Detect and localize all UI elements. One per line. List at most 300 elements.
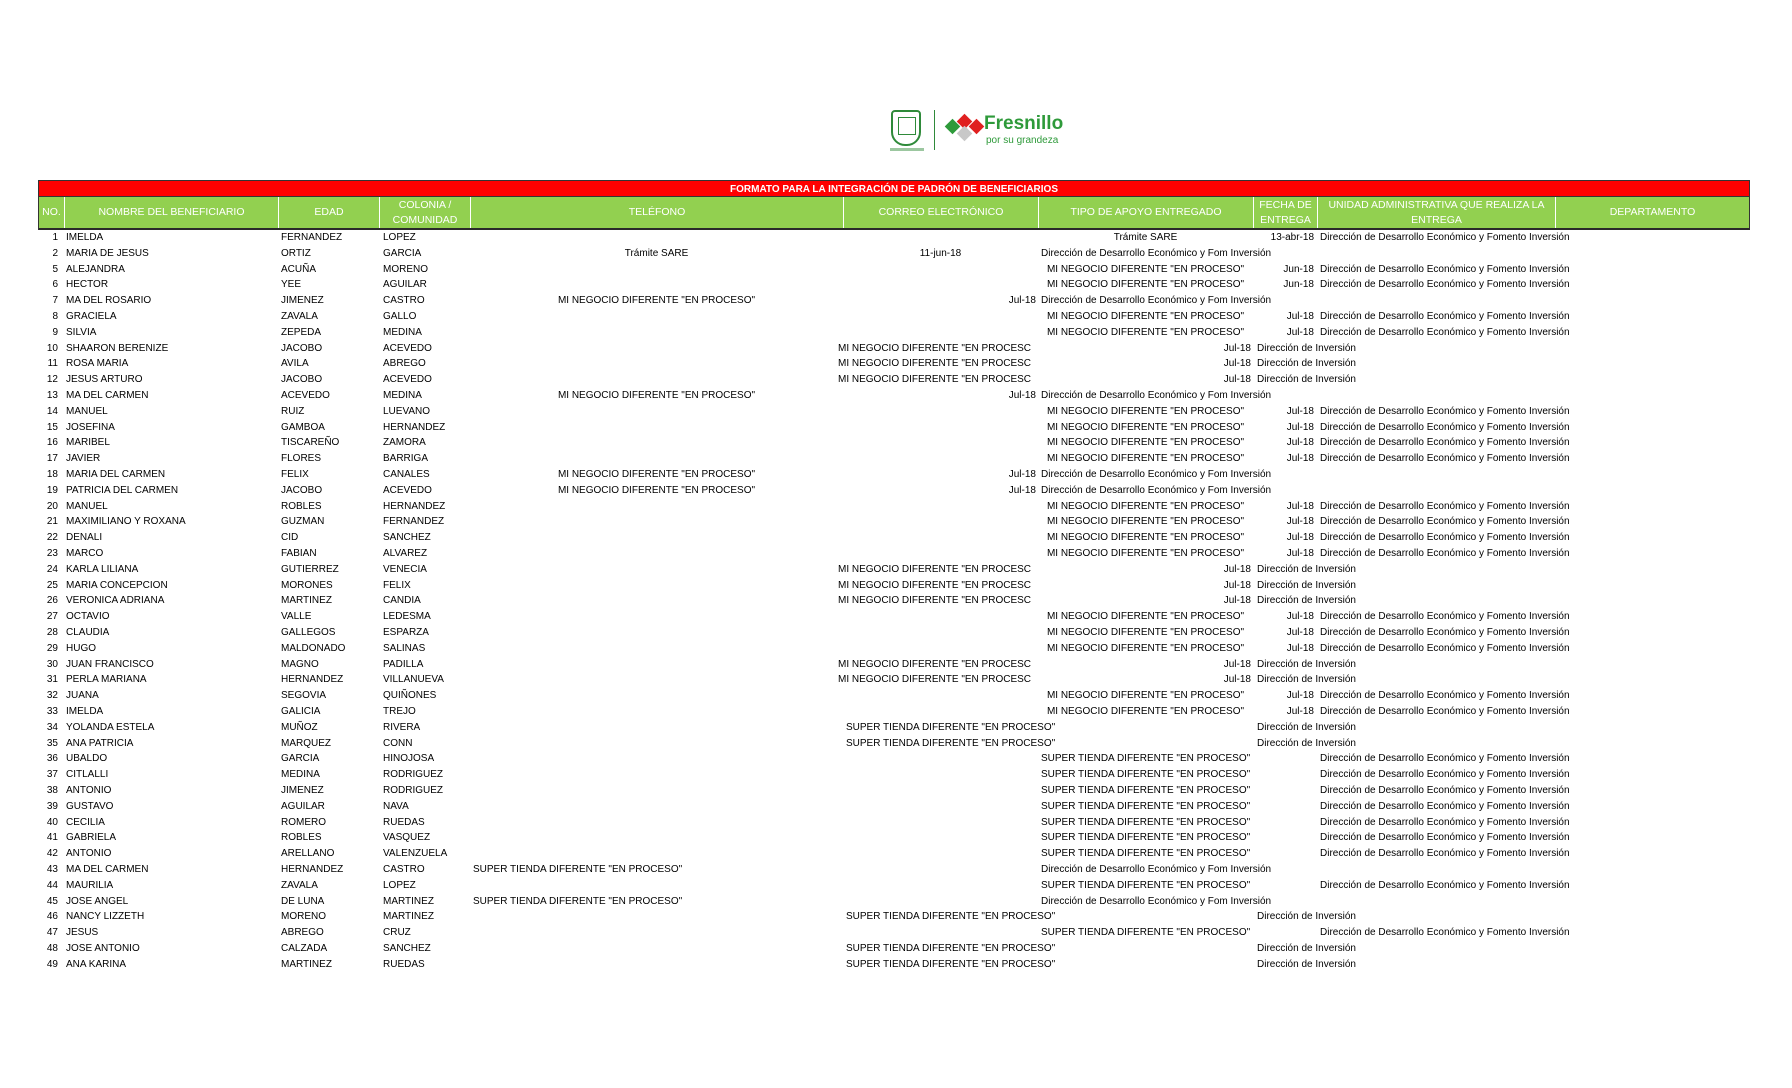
first-surname: FABIAN xyxy=(281,548,317,559)
first-surname: JACOBO xyxy=(281,374,323,386)
row-number: 11 xyxy=(47,358,58,370)
first-surname: MAGNO xyxy=(281,658,319,670)
header-correo: CORREO ELECTRÓNICO xyxy=(844,197,1039,228)
row-number: 49 xyxy=(46,958,58,970)
row-number: 25 xyxy=(46,579,58,591)
cell-fecha: Dirección de Inversión xyxy=(1257,674,1356,686)
cell-fecha: Dirección de Inversión xyxy=(1257,358,1356,370)
table-row xyxy=(0,372,1792,388)
table-row xyxy=(0,499,1792,515)
cell-uni: Dirección de Desarrollo Económico y Fomento Inversión xyxy=(1320,642,1570,654)
row-number: 38 xyxy=(46,785,58,796)
cell-tipo: SUPER TIENDA DIFERENTE "EN PROCESO" xyxy=(1041,769,1251,781)
row-number: 40 xyxy=(46,816,58,828)
cell-cor: MI NEGOCIO DIFERENTE "EN PROCESC xyxy=(838,342,1032,354)
cell-cor: SUPER TIENDA DIFERENTE "EN PROCESO" xyxy=(846,737,1056,749)
second-surname: CASTRO xyxy=(383,864,425,875)
table-row xyxy=(0,356,1792,372)
cell-uni: Dirección de Desarrollo Económico y Fomento Inversión xyxy=(1320,453,1570,465)
first-surname: ARELLANO xyxy=(281,848,335,860)
first-surname: MARQUEZ xyxy=(281,737,331,749)
cell-fecha: Dirección de Inversión xyxy=(1257,958,1356,970)
first-surname: JACOBO xyxy=(281,484,323,496)
cell-fecha: Jul-18 xyxy=(1286,326,1314,338)
beneficiary-name: JOSEFINA xyxy=(66,421,115,433)
second-surname: MEDINA xyxy=(383,326,422,338)
second-surname: CANDIA xyxy=(383,595,421,607)
row-number: 19 xyxy=(46,484,58,496)
beneficiary-name: MA DEL CARMEN xyxy=(66,390,149,401)
row-number: 16 xyxy=(46,437,58,449)
cell-uni: Dirección de Desarrollo Económico y Fomento Inversión xyxy=(1320,627,1570,638)
first-surname: RUIZ xyxy=(281,405,305,417)
cell-uni: Dirección de Desarrollo Económico y Fomento Inversión xyxy=(1320,848,1570,860)
row-number: 39 xyxy=(46,800,58,812)
cell-fecha: Jul-18 xyxy=(1286,642,1314,654)
first-surname: CID xyxy=(281,532,299,544)
table-row xyxy=(0,657,1792,673)
cell-cor: MI NEGOCIO DIFERENTE "EN PROCESC xyxy=(838,579,1032,591)
cell-tipo: SUPER TIENDA DIFERENTE "EN PROCESO" xyxy=(1041,832,1251,844)
row-number: 41 xyxy=(46,832,58,844)
cell-uni: Dirección de Desarrollo Económico y Fomento Inversión xyxy=(1320,800,1570,812)
cell-tipo: MI NEGOCIO DIFERENTE "EN PROCESO" xyxy=(1046,279,1245,291)
row-number: 30 xyxy=(46,658,58,670)
first-surname: ACUÑA xyxy=(281,263,317,275)
cell-uni: Dirección de Desarrollo Económico y Fomento Inversión xyxy=(1320,706,1570,717)
cell-uni: Dirección de Desarrollo Económico y Fomento Inversión xyxy=(1320,785,1570,796)
header-tipo: TIPO DE APOYO ENTREGADO xyxy=(1039,197,1254,228)
cell-fecha: Dirección de Inversión xyxy=(1257,911,1356,923)
cell-uni: Dirección de Desarrollo Económico y Fomento Inversión xyxy=(1320,232,1570,243)
cell-tipo: MI NEGOCIO DIFERENTE "EN PROCESO" xyxy=(1046,548,1245,559)
cell-tel: MI NEGOCIO DIFERENTE "EN PROCESO" xyxy=(557,295,756,307)
row-number: 29 xyxy=(46,642,58,654)
second-surname: LEDESMA xyxy=(383,611,431,623)
cell-uni: Dirección de Desarrollo Económico y Fomento Inversión xyxy=(1320,326,1570,338)
row-number: 46 xyxy=(46,911,58,923)
cell-fecha: Jul-18 xyxy=(1286,437,1314,449)
second-surname: VALENZUELA xyxy=(383,848,448,860)
beneficiary-name: GUSTAVO xyxy=(66,800,114,812)
beneficiary-name: KARLA LILIANA xyxy=(66,563,139,575)
beneficiary-name: MARIA DEL CARMEN xyxy=(66,469,166,480)
cell-fecha: Jul-18 xyxy=(1286,421,1314,433)
table-row xyxy=(0,957,1792,973)
cell-tipo: Dirección de Desarrollo Económico y Fom Inversión xyxy=(1041,864,1272,875)
table-row xyxy=(0,609,1792,625)
row-number: 15 xyxy=(46,421,58,433)
second-surname: NAVA xyxy=(383,800,409,812)
cell-tel: MI NEGOCIO DIFERENTE "EN PROCESO" xyxy=(557,390,756,401)
cell-cor: MI NEGOCIO DIFERENTE "EN PROCESC xyxy=(838,674,1032,686)
cell-tipo: Dirección de Desarrollo Económico y Fom Inversión xyxy=(1041,469,1272,480)
row-number: 33 xyxy=(46,706,58,717)
table-row xyxy=(0,230,1792,246)
cell-tipo: MI NEGOCIO DIFERENTE "EN PROCESO" xyxy=(1046,706,1245,717)
cell-tipo: SUPER TIENDA DIFERENTE "EN PROCESO" xyxy=(1041,753,1251,765)
beneficiary-name: SILVIA xyxy=(66,326,97,338)
cell-tipo: Dirección de Desarrollo Económico y Fom Inversión xyxy=(1041,484,1272,496)
beneficiary-name: HUGO xyxy=(66,642,96,654)
first-surname: MARTINEZ xyxy=(281,595,332,607)
table-row xyxy=(0,514,1792,530)
second-surname: SALINAS xyxy=(383,642,426,654)
second-surname: LOPEZ xyxy=(383,879,416,891)
cell-tipo: MI NEGOCIO DIFERENTE "EN PROCESO" xyxy=(1046,500,1245,512)
header-no: NO. xyxy=(39,197,65,228)
first-surname: GUTIERREZ xyxy=(281,563,339,575)
table-row xyxy=(0,435,1792,451)
row-number: 5 xyxy=(52,263,58,275)
row-number: 10 xyxy=(46,342,58,354)
row-number: 45 xyxy=(46,895,58,907)
beneficiary-name: JUANA xyxy=(66,690,99,702)
cell-fecha: Jun-18 xyxy=(1283,263,1314,275)
cell-tel: Trámite SARE xyxy=(624,247,689,259)
beneficiary-name: IMELDA xyxy=(66,706,104,717)
beneficiary-name: ANTONIO xyxy=(66,785,112,796)
row-number: 21 xyxy=(46,516,58,528)
beneficiary-name: IMELDA xyxy=(66,232,104,243)
cell-fecha: Jul-18 xyxy=(1286,627,1314,638)
cell-uni: Dirección de Desarrollo Económico y Fomento Inversión xyxy=(1320,405,1570,417)
cell-fecha: Dirección de Inversión xyxy=(1257,374,1356,386)
second-surname: MARTINEZ xyxy=(383,895,434,907)
row-number: 48 xyxy=(46,943,58,954)
cell-tel: MI NEGOCIO DIFERENTE "EN PROCESO" xyxy=(557,484,756,496)
beneficiary-name: MANUEL xyxy=(66,405,108,417)
beneficiary-name: MANUEL xyxy=(66,500,108,512)
second-surname: ESPARZA xyxy=(383,627,429,638)
first-surname: SEGOVIA xyxy=(281,690,327,702)
row-number: 47 xyxy=(46,927,58,939)
row-number: 22 xyxy=(46,532,58,544)
beneficiary-name: SHAARON BERENIZE xyxy=(66,342,169,354)
second-surname: VASQUEZ xyxy=(383,832,431,844)
table-row xyxy=(0,578,1792,594)
table-row xyxy=(0,672,1792,688)
cell-cor: Jul-18 xyxy=(1008,390,1036,401)
first-surname: ROMERO xyxy=(281,816,326,828)
cell-fecha: Jul-18 xyxy=(1286,532,1314,544)
cell-tipo: Jul-18 xyxy=(1223,674,1251,686)
table-row xyxy=(0,751,1792,767)
cell-uni: Dirección de Desarrollo Económico y Fomento Inversión xyxy=(1320,421,1570,433)
second-surname: FERNANDEZ xyxy=(383,516,445,528)
first-surname: MORENO xyxy=(281,911,326,923)
cell-fecha: Dirección de Inversión xyxy=(1257,658,1356,670)
first-surname: CALZADA xyxy=(281,943,328,954)
row-number: 20 xyxy=(46,500,58,512)
table-row xyxy=(0,467,1792,483)
beneficiary-name: ALEJANDRA xyxy=(66,263,125,275)
second-surname: CASTRO xyxy=(383,295,425,307)
first-surname: ZAVALA xyxy=(281,879,318,891)
cell-cor: SUPER TIENDA DIFERENTE "EN PROCESO" xyxy=(846,911,1056,923)
beneficiary-name: MARCO xyxy=(66,548,104,559)
table-row xyxy=(0,562,1792,578)
cell-tipo: Dirección de Desarrollo Económico y Fom Inversión xyxy=(1041,390,1272,401)
cell-uni: Dirección de Desarrollo Económico y Fomento Inversión xyxy=(1320,832,1570,844)
cell-fecha: Dirección de Inversión xyxy=(1257,579,1356,591)
beneficiary-name: HECTOR xyxy=(66,279,109,291)
first-surname: TISCAREÑO xyxy=(281,437,340,449)
table-row xyxy=(0,341,1792,357)
table-row xyxy=(0,846,1792,862)
cell-tipo: MI NEGOCIO DIFERENTE "EN PROCESO" xyxy=(1046,611,1245,623)
row-number: 31 xyxy=(46,674,58,686)
cell-cor: SUPER TIENDA DIFERENTE "EN PROCESO" xyxy=(846,721,1056,733)
first-surname: GALICIA xyxy=(281,706,321,717)
cell-fecha: Dirección de Inversión xyxy=(1257,563,1356,575)
cell-tipo: SUPER TIENDA DIFERENTE "EN PROCESO" xyxy=(1041,785,1251,796)
first-surname: ROBLES xyxy=(281,500,322,512)
header-telefono: TELÉFONO xyxy=(471,197,844,228)
beneficiaries-table xyxy=(38,180,1750,230)
first-surname: ORTIZ xyxy=(281,247,311,259)
cell-fecha: Jul-18 xyxy=(1286,548,1314,559)
header-colonia: COLONIA / COMUNIDAD xyxy=(380,197,471,228)
row-number: 13 xyxy=(46,390,58,401)
beneficiary-name: OCTAVIO xyxy=(66,611,110,623)
table-row xyxy=(0,720,1792,736)
cell-fecha: Jul-18 xyxy=(1286,706,1314,717)
second-surname: CRUZ xyxy=(383,927,411,939)
cell-cor: 11-jun-18 xyxy=(919,247,962,259)
coat-of-arms-icon xyxy=(891,110,921,146)
beneficiary-name: DENALI xyxy=(66,532,103,544)
header-unidad: UNIDAD ADMINISTRATIVA QUE REALIZA LA ENTREGA xyxy=(1318,197,1556,228)
municipal-logo xyxy=(888,108,1068,156)
beneficiary-name: UBALDO xyxy=(66,753,108,765)
cell-tipo: MI NEGOCIO DIFERENTE "EN PROCESO" xyxy=(1046,405,1245,417)
cell-cor: MI NEGOCIO DIFERENTE "EN PROCESC xyxy=(838,358,1032,370)
second-surname: QUIÑONES xyxy=(383,690,437,702)
table-row xyxy=(0,767,1792,783)
cell-fecha: Jul-18 xyxy=(1286,311,1314,322)
first-surname: GUZMAN xyxy=(281,516,325,528)
cell-tipo: Trámite SARE xyxy=(1113,232,1178,243)
cell-uni: Dirección de Desarrollo Económico y Fomento Inversión xyxy=(1320,690,1570,702)
row-number: 24 xyxy=(46,563,58,575)
cell-tipo: SUPER TIENDA DIFERENTE "EN PROCESO" xyxy=(1041,848,1251,860)
first-surname: HERNANDEZ xyxy=(281,674,344,686)
cell-tipo: MI NEGOCIO DIFERENTE "EN PROCESO" xyxy=(1046,690,1245,702)
first-surname: FERNANDEZ xyxy=(281,232,343,243)
beneficiary-name: MARIA DE JESUS xyxy=(66,247,149,259)
first-surname: MORONES xyxy=(281,579,333,591)
first-surname: FELIX xyxy=(281,469,309,480)
first-surname: MEDINA xyxy=(281,769,320,781)
beneficiary-name: CLAUDIA xyxy=(66,627,110,638)
row-number: 37 xyxy=(46,769,58,781)
cell-uni: Dirección de Desarrollo Económico y Fomento Inversión xyxy=(1320,437,1570,449)
table-row xyxy=(0,641,1792,657)
cell-uni: Dirección de Desarrollo Económico y Fomento Inversión xyxy=(1320,516,1570,528)
cell-tipo: Jul-18 xyxy=(1223,358,1251,370)
second-surname: ABREGO xyxy=(383,358,426,370)
brand-name: Fresnillo xyxy=(984,113,1064,134)
cell-cor: Jul-18 xyxy=(1008,469,1036,480)
table-row xyxy=(0,909,1792,925)
table-row xyxy=(0,262,1792,278)
cell-cor: SUPER TIENDA DIFERENTE "EN PROCESO" xyxy=(846,943,1056,954)
table-row xyxy=(0,404,1792,420)
second-surname: MEDINA xyxy=(383,390,422,401)
first-surname: ZAVALA xyxy=(281,311,318,322)
table-header xyxy=(38,197,1750,230)
second-surname: RIVERA xyxy=(383,721,421,733)
row-number: 43 xyxy=(46,864,58,875)
cell-fecha: Dirección de Inversión xyxy=(1257,943,1356,954)
beneficiary-name: MAURILIA xyxy=(66,879,114,891)
row-number: 8 xyxy=(52,311,58,322)
cell-fecha: Dirección de Inversión xyxy=(1257,721,1356,733)
table-row xyxy=(0,293,1792,309)
cell-cor: MI NEGOCIO DIFERENTE "EN PROCESC xyxy=(838,374,1032,386)
cell-tipo: MI NEGOCIO DIFERENTE "EN PROCESO" xyxy=(1046,453,1245,465)
cell-uni: Dirección de Desarrollo Económico y Fomento Inversión xyxy=(1320,611,1570,623)
table-row xyxy=(0,830,1792,846)
logo-divider xyxy=(934,110,935,150)
table-row xyxy=(0,925,1792,941)
beneficiary-name: PATRICIA DEL CARMEN xyxy=(66,484,179,496)
beneficiary-name: MAXIMILIANO Y ROXANA xyxy=(66,516,186,528)
table-row xyxy=(0,625,1792,641)
cell-fecha: Jul-18 xyxy=(1286,405,1314,417)
second-surname: RUEDAS xyxy=(383,816,425,828)
table-row xyxy=(0,530,1792,546)
table-row xyxy=(0,878,1792,894)
beneficiary-name: ROSA MARIA xyxy=(66,358,129,370)
row-number: 42 xyxy=(46,848,58,860)
cell-tipo: SUPER TIENDA DIFERENTE "EN PROCESO" xyxy=(1041,816,1251,828)
cell-fecha: Jul-18 xyxy=(1286,453,1314,465)
first-surname: JACOBO xyxy=(281,342,323,354)
second-surname: ACEVEDO xyxy=(383,374,432,386)
first-surname: ACEVEDO xyxy=(281,390,330,401)
table-row xyxy=(0,799,1792,815)
cell-tipo: Jul-18 xyxy=(1223,658,1251,670)
second-surname: LUEVANO xyxy=(383,405,431,417)
cell-fecha: 13-abr-18 xyxy=(1270,232,1314,243)
beneficiary-name: ANTONIO xyxy=(66,848,112,860)
cell-tipo: MI NEGOCIO DIFERENTE "EN PROCESO" xyxy=(1046,311,1245,322)
cell-uni: Dirección de Desarrollo Económico y Fomento Inversión xyxy=(1320,548,1570,559)
cell-tipo: Jul-18 xyxy=(1223,563,1251,575)
cell-tipo: MI NEGOCIO DIFERENTE "EN PROCESO" xyxy=(1046,627,1245,638)
second-surname: CANALES xyxy=(383,469,430,480)
second-surname: MARTINEZ xyxy=(383,911,434,923)
table-row xyxy=(0,894,1792,910)
cell-fecha: Dirección de Inversión xyxy=(1257,342,1356,354)
coat-of-arms-caption xyxy=(890,148,924,151)
cell-cor: Jul-18 xyxy=(1008,484,1036,496)
table-row xyxy=(0,388,1792,404)
second-surname: VILLANUEVA xyxy=(383,674,444,686)
table-row xyxy=(0,862,1792,878)
row-number: 35 xyxy=(46,737,58,749)
row-number: 32 xyxy=(46,690,58,702)
beneficiary-name: JUAN FRANCISCO xyxy=(66,658,154,670)
cell-tel: MI NEGOCIO DIFERENTE "EN PROCESO" xyxy=(557,469,756,480)
cell-uni: Dirección de Desarrollo Económico y Fomento Inversión xyxy=(1320,500,1570,512)
first-surname: HERNANDEZ xyxy=(281,864,344,875)
beneficiary-name: JOSE ANGEL xyxy=(66,895,129,907)
cell-uni: Dirección de Desarrollo Económico y Fomento Inversión xyxy=(1320,879,1570,891)
second-surname: CONN xyxy=(383,737,413,749)
cell-fecha: Jul-18 xyxy=(1286,516,1314,528)
beneficiary-name: YOLANDA ESTELA xyxy=(66,721,155,733)
first-surname: MUÑOZ xyxy=(281,721,318,733)
first-surname: ABREGO xyxy=(281,927,324,939)
cell-tipo: MI NEGOCIO DIFERENTE "EN PROCESO" xyxy=(1046,437,1245,449)
beneficiary-name: CECILIA xyxy=(66,816,105,828)
second-surname: RUEDAS xyxy=(383,958,425,970)
second-surname: VENECIA xyxy=(383,563,427,575)
table-row xyxy=(0,736,1792,752)
cell-fecha: Jun-18 xyxy=(1283,279,1314,291)
beneficiary-name: ANA PATRICIA xyxy=(66,737,134,749)
table-row xyxy=(0,593,1792,609)
second-surname: GALLO xyxy=(383,311,417,322)
first-surname: YEE xyxy=(281,279,302,291)
beneficiary-name: JAVIER xyxy=(66,453,101,465)
beneficiary-name: GABRIELA xyxy=(66,832,117,844)
row-number: 12 xyxy=(46,374,58,386)
first-surname: GARCIA xyxy=(281,753,320,765)
cell-cor: MI NEGOCIO DIFERENTE "EN PROCESC xyxy=(838,563,1032,575)
cell-tipo: SUPER TIENDA DIFERENTE "EN PROCESO" xyxy=(1041,800,1251,812)
header-departamento: DEPARTAMENTO xyxy=(1609,206,1696,218)
row-number: 27 xyxy=(46,611,58,623)
table-row xyxy=(0,246,1792,262)
cell-fecha: Dirección de Inversión xyxy=(1257,737,1356,749)
cell-fecha: Jul-18 xyxy=(1286,500,1314,512)
beneficiary-name: CITLALLI xyxy=(66,769,109,781)
table-row xyxy=(0,420,1792,436)
table-row xyxy=(0,704,1792,720)
cell-uni: Dirección de Desarrollo Económico y Fomento Inversión xyxy=(1320,532,1570,544)
cell-cor: MI NEGOCIO DIFERENTE "EN PROCESC xyxy=(838,595,1032,607)
second-surname: AGUILAR xyxy=(383,279,427,291)
cell-tipo: SUPER TIENDA DIFERENTE "EN PROCESO" xyxy=(1041,927,1251,939)
cell-tipo: MI NEGOCIO DIFERENTE "EN PROCESO" xyxy=(1046,421,1245,433)
row-number: 34 xyxy=(46,721,58,733)
second-surname: GARCIA xyxy=(383,247,422,259)
row-number: 1 xyxy=(52,232,58,243)
second-surname: ALVAREZ xyxy=(383,548,428,559)
beneficiary-name: JESUS xyxy=(66,927,99,939)
cell-tel: SUPER TIENDA DIFERENTE "EN PROCESO" xyxy=(473,864,683,875)
cell-uni: Dirección de Desarrollo Económico y Fomento Inversión xyxy=(1320,311,1570,322)
header-fecha: FECHA DE ENTREGA xyxy=(1254,197,1318,228)
cell-uni: Dirección de Desarrollo Económico y Fomento Inversión xyxy=(1320,927,1570,939)
second-surname: PADILLA xyxy=(383,658,424,670)
cell-tipo: MI NEGOCIO DIFERENTE "EN PROCESO" xyxy=(1046,263,1245,275)
beneficiary-name: MA DEL ROSARIO xyxy=(66,295,152,307)
row-number: 2 xyxy=(52,247,58,259)
first-surname: ZEPEDA xyxy=(281,326,322,338)
row-number: 7 xyxy=(52,295,58,307)
header-edad: EDAD xyxy=(279,197,380,228)
second-surname: SANCHEZ xyxy=(383,943,431,954)
cell-tipo: Jul-18 xyxy=(1223,342,1251,354)
table-row xyxy=(0,325,1792,341)
row-number: 28 xyxy=(46,627,58,638)
beneficiary-name: PERLA MARIANA xyxy=(66,674,147,686)
